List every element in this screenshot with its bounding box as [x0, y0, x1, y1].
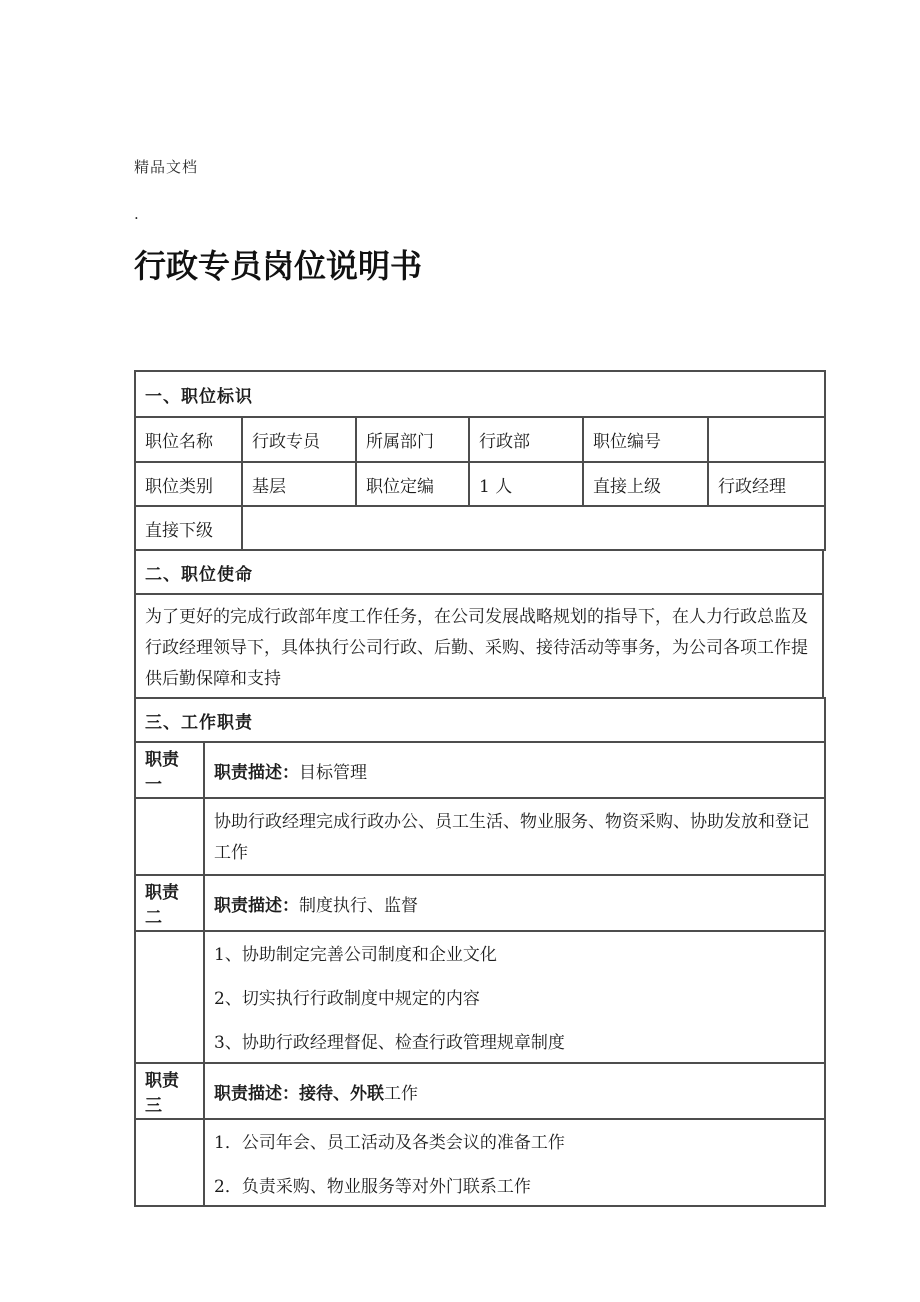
value-position-name: 行政专员: [242, 417, 356, 462]
duty2-task-1: 1、协助制定完善公司制度和企业文化: [214, 945, 497, 965]
duty1-desc-prefix: 职责描述：: [214, 762, 299, 783]
label-position-level: 职位类别: [135, 462, 242, 506]
label-position-name: 职位名称: [135, 417, 242, 462]
mission-text: 为了更好的完成行政部年度工作任务，在公司发展战略规划的指导下，在人力行政总监及行政经理领导下，具体执行公司行政、后勤、采购、接待活动等事务，为公司各项工作提供后勤保障和支持: [135, 594, 823, 698]
watermark-text: 精品文档: [134, 158, 199, 176]
duty1-description: [204, 742, 825, 798]
duties-section: [134, 697, 826, 1207]
duty3-tasks: [204, 1119, 825, 1206]
label-direct-superior: 直接上级: [583, 462, 708, 506]
duty3-task-1: 1．公司年会、员工活动及各类会议的准备工作: [214, 1133, 565, 1153]
document-body: [134, 0, 824, 1207]
duty3-label: 职责三: [135, 1063, 204, 1119]
label-direct-subordinate: 直接下级: [135, 506, 242, 550]
duty1-tasks: [204, 798, 825, 875]
section3-header: 三、工作职责: [135, 698, 825, 742]
value-direct-superior: 行政经理: [708, 462, 825, 506]
label-headcount: 职位定编: [356, 462, 469, 506]
section1-header: 一、职位标识: [135, 371, 825, 417]
duty3-task-2: 2．负责采购、物业服务等对外门联系工作: [214, 1177, 531, 1197]
duty2-tasks: [204, 931, 825, 1063]
section2-header: 二、职位使命: [135, 550, 823, 594]
value-position-code: [708, 417, 825, 462]
duty3-desc-prefix: 职责描述：接待、外联: [214, 1083, 384, 1104]
label-department: 所属部门: [356, 417, 469, 462]
duty1-label-spacer: [135, 798, 204, 875]
page-title: 行政专员岗位说明书: [134, 247, 423, 285]
duty3-label-spacer: [135, 1119, 204, 1206]
duty2-label: 职责二: [135, 875, 204, 931]
mission-section: [134, 549, 824, 699]
value-direct-subordinate: [242, 506, 825, 550]
job-description-table: [134, 370, 824, 1207]
duty1-desc-text: 目标管理: [299, 762, 367, 783]
duty2-description: [204, 875, 825, 931]
duty3-description: [204, 1063, 825, 1119]
duty2-label-spacer: [135, 931, 204, 1063]
duty2-task-2: 2、切实执行行政制度中规定的内容: [214, 989, 480, 1009]
duty1-task-1: 协助行政经理完成行政办公、员工生活、物业服务、物资采购、协助发放和登记工作: [214, 812, 809, 863]
value-headcount: 1 人: [469, 462, 583, 506]
duty1-label: 职责一: [135, 742, 204, 798]
duty2-desc-prefix: 职责描述：: [214, 895, 299, 916]
duty2-desc-text: 制度执行、监督: [299, 895, 418, 916]
identity-section: [134, 370, 826, 551]
duty2-task-3: 3、协助行政经理督促、检查行政管理规章制度: [214, 1033, 565, 1053]
stray-period: .: [134, 205, 139, 223]
value-position-level: 基层: [242, 462, 356, 506]
label-position-code: 职位编号: [583, 417, 708, 462]
value-department: 行政部: [469, 417, 583, 462]
duty3-desc-text: 工作: [384, 1083, 418, 1104]
